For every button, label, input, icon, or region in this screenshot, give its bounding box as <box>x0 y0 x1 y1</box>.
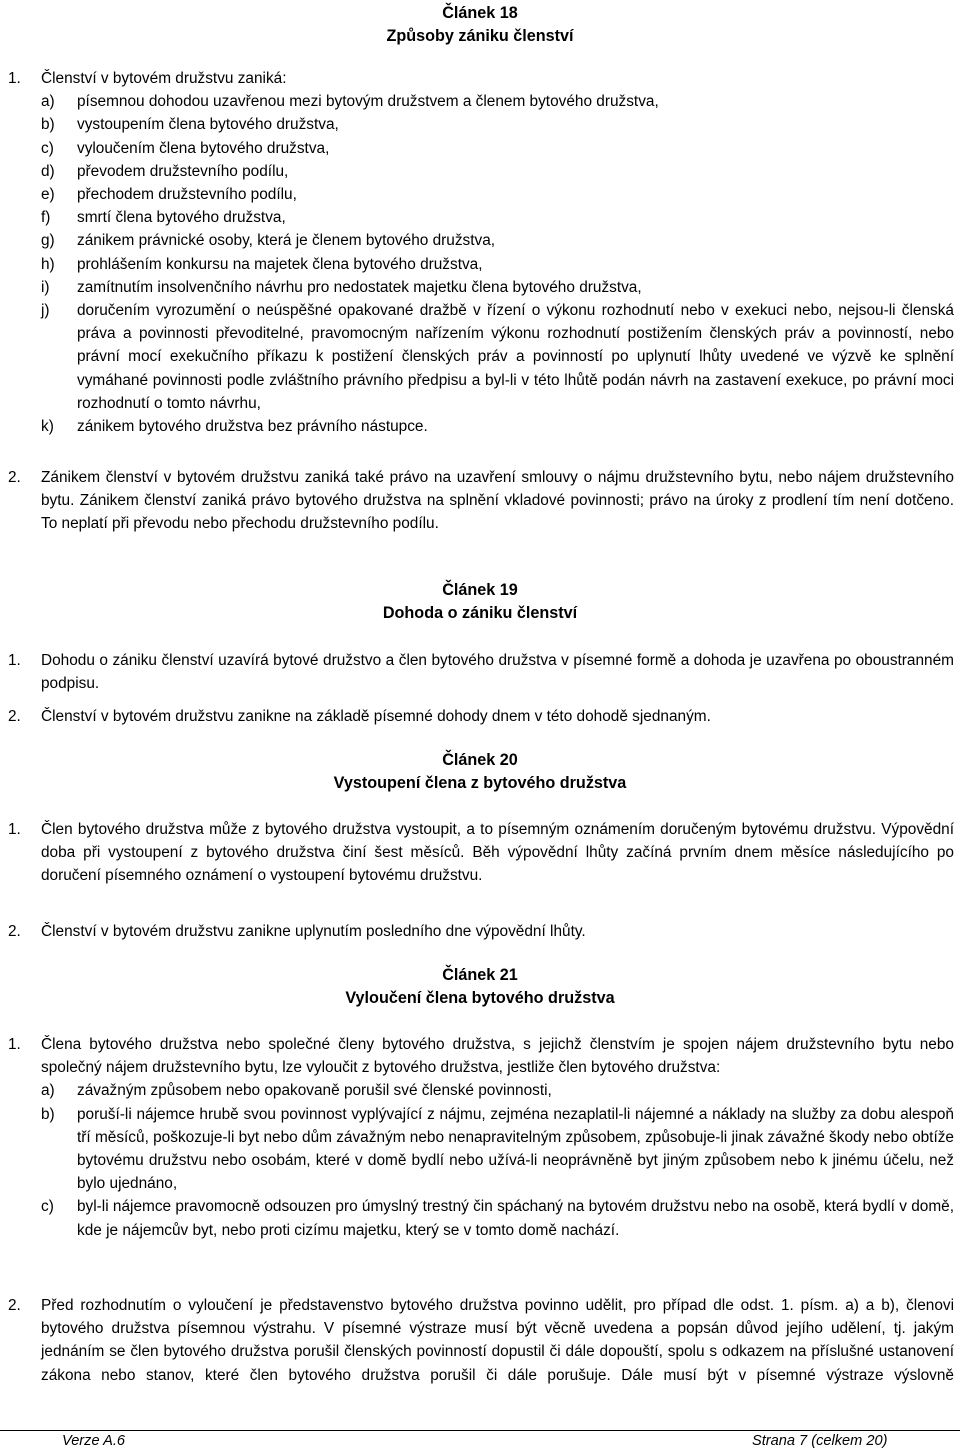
paragraph-number: 1. <box>8 1036 21 1053</box>
list-item: h) prohlášením konkursu na majetek člena bytového družstva, <box>41 255 483 273</box>
list-item: i) zamítnutím insolvenčního návrhu pro nedostatek majetku člena bytového družstva, <box>41 278 642 296</box>
article-18-items <box>41 90 954 438</box>
article-20-title: Článek 20 <box>442 751 518 769</box>
article-21-heading <box>250 964 710 1010</box>
paragraph-intro: Člena bytového družstva nebo společné členy bytového družstva, s jejichž členstvím je spojen nájem družstevního bytu nebo společný nájem družstevního bytu, lze vyloučit z bytového družstva, jestliže člen bytového družstva: <box>41 1036 954 1077</box>
list-item: a) písemnou dohodou uzavřenou mezi bytovým družstvem a členem bytového družstva, <box>41 93 659 111</box>
article-18-paragraph-2 <box>8 466 954 536</box>
paragraph-text: Členství v bytovém družstvu zanikne uplynutím posledního dne výpovědní lhůty. <box>41 923 586 940</box>
list-item: b) vystoupením člena bytového družstva, <box>41 116 339 134</box>
article-21-paragraph-2 <box>8 1294 954 1387</box>
article-19-paragraph-2 <box>8 705 954 728</box>
article-20-paragraph-2 <box>8 920 954 943</box>
list-item: k) zánikem bytového družstva bez právního nástupce. <box>41 418 428 436</box>
paragraph-number: 2. <box>8 708 21 725</box>
article-20-subtitle: Vystoupení člena z bytového družstva <box>333 774 627 792</box>
list-item: e) přechodem družstevního podílu, <box>41 186 297 204</box>
article-18-title: Článek 18 <box>442 4 518 22</box>
article-21-items <box>41 1079 954 1241</box>
paragraph-number: 2. <box>8 1297 21 1314</box>
list-item: f) smrtí člena bytového družstva, <box>41 209 286 227</box>
article-21-subtitle: Vyloučení člena bytového družstva <box>345 989 615 1007</box>
list-item: b) poruší-li nájemce hrubě svou povinnost vyplývající z nájmu, zejména nezaplatil-li nájemné a náklady na služby za dobu alespoň tří měsíců, poškozuje-li byt nebo dům závažným nebo nenapravitelným způsobem, způsobuje-li jinak závažné škody nebo obtíže bytovému družstvu nebo osobám, které v domě bydlí nebo užívá-li neoprávněně byt jiným způsobem nebo k jinému účelu, než bylo ujednáno, <box>41 1105 954 1193</box>
page-footer <box>0 1430 960 1452</box>
footer-version: Verze A.6 <box>62 1433 125 1449</box>
paragraph-number: 2. <box>8 469 21 486</box>
paragraph-text: Členství v bytovém družstvu zanikne na základě písemné dohody dnem v této dohodě sjednaným. <box>41 708 711 725</box>
paragraph-intro: Členství v bytovém družstvu zaniká: <box>41 70 287 87</box>
article-21-paragraph-1 <box>8 1033 954 1242</box>
paragraph-number: 1. <box>8 70 21 87</box>
article-20-heading <box>250 749 710 795</box>
article-18-subtitle: Způsoby zániku členství <box>386 27 574 45</box>
paragraph-text: Zánikem členství v bytovém družstvu zaniká také právo na uzavření smlouvy o nájmu družstevního bytu, nebo nájem družstevního bytu. Zánikem členství zaniká právo bytového družstva na splnění vkladové povinnosti; právo na úroky z prodlení tím není dotčeno. To neplatí při převodu nebo přechodu družstevního podílu. <box>41 469 954 533</box>
list-item: a) závažným způsobem nebo opakovaně porušil své členské povinnosti, <box>41 1082 552 1100</box>
paragraph-number: 1. <box>8 652 21 669</box>
article-18-heading <box>300 2 660 48</box>
paragraph-number: 2. <box>8 923 21 940</box>
list-item: d) převodem družstevního podílu, <box>41 162 289 180</box>
paragraph-text: Člen bytového družstva může z bytového družstva vystoupit, a to písemným oznámením doručeným bytovému družstvu. Výpovědní doba při vystoupení z bytového družstva činí šest měsíců. Běh výpovědní lhůty začíná prvním dnem měsíce následujícího po doručení písemného oznámení o vystoupení bytovému družstvu. <box>41 821 954 885</box>
article-19-subtitle: Dohoda o zániku členství <box>382 604 578 622</box>
article-20-paragraph-1 <box>8 818 954 888</box>
footer-page-number: Strana 7 (celkem 20) <box>752 1433 888 1449</box>
article-19-title: Článek 19 <box>442 581 518 599</box>
list-item: c) byl-li nájemce pravomocně odsouzen pro úmyslný trestný čin spáchaný na bytovém družstvu nebo na osobě, která bydlí v domě, kde je nájemcův byt, nebo proti cizímu majetku, který se v tomto domě nachází. <box>41 1198 954 1239</box>
article-21-title: Článek 21 <box>442 966 518 984</box>
paragraph-number: 1. <box>8 821 21 838</box>
article-19-paragraph-1 <box>8 649 954 695</box>
paragraph-text: Dohodu o zániku členství uzavírá bytové družstvo a člen bytového družstva v písemné formě a dohoda je uzavřena po oboustranném podpisu. <box>41 652 954 693</box>
list-item: j) doručením vyrozumění o neúspěšné opakované dražbě v řízení o výkonu rozhodnutí nebo v exekuci nebo, nejsou-li členská práva a povinnosti převoditelné, pravomocným nařízením výkonu rozhodnutí postižením členských práv a povinností, nebo právní mocí exekučního příkazu k postižení členských práv a povinností po uplynutí lhůty uvedené ve výzvě ke splnění vymáhané povinnosti podle zvláštního právního předpisu a byl-li v této lhůtě podán návrh na zastavení exekuce, po právní moci rozhodnutí o tomto návrhu, <box>41 302 954 412</box>
list-item: c) vyloučením člena bytového družstva, <box>41 139 330 157</box>
list-item: g) zánikem právnické osoby, která je členem bytového družstva, <box>41 232 496 250</box>
paragraph-text: Před rozhodnutím o vyloučení je představenstvo bytového družstva povinno udělit, pro případ dle odst. 1. písm. a) a b), členovi bytového družstva písemnou výstrahu. V písemné výstraze musí být věcně uvedena a popsán důvod jejího udělení, tj. jakým jednáním se člen bytového družstva porušil členských povinností dopustil či dále dopouští, spolu s odkazem na příslušné ustanovení zákona nebo stanov, které člen bytového družstva porušil či dále porušuje. Dále musí být v písemné výstraze výslovně <box>41 1297 954 1384</box>
article-19-heading <box>300 579 660 625</box>
article-18-paragraph-1 <box>8 67 954 438</box>
